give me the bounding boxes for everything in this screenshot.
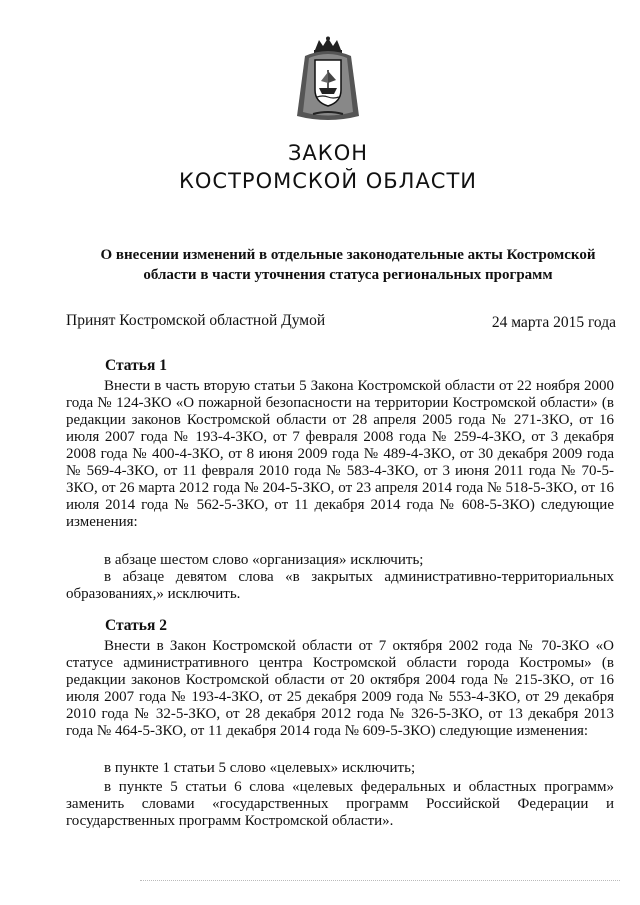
article2-intro: Внести в Закон Костромской области от 7 октября 2002 года № 70-ЗКО «О статусе административного центра Костромской области города Костромы» (в редакции законов Костромской области от 20 октября 2004 года № 215-ЗКО, от 16 июля 2007 года № 193-4-ЗКО, от 25 декабря 2009 года № 553-4-ЗКО, от 29 декабря 2010 года № 32-5-ЗКО, от 28 декабря 2012 года № 326-5-ЗКО, от 13 декабря 2013 года № 464-5-ЗКО, от 11 декабря 2014 года № 609-5-ЗКО) следующие изменения: <box>66 638 614 739</box>
article2-item-1: в пункте 1 статьи 5 слово «целевых» исключить; <box>104 760 416 776</box>
article2-heading: Статья 2 <box>105 617 167 634</box>
footer-divider <box>140 880 620 883</box>
article1-heading: Статья 1 <box>105 357 167 374</box>
document-title-line1: ЗАКОН <box>287 141 369 165</box>
adopted-by: Принят Костромской областной Думой <box>66 312 326 329</box>
document-title-line2: КОСТРОМСКОЙ ОБЛАСТИ <box>178 169 478 193</box>
article1-item-2: в абзаце девятом слова «в закрытых административно-территориальных образованиях,» исключить. <box>66 569 614 602</box>
article2-item-2: в пункте 5 статьи 6 слова «целевых федеральных и областных программ» заменить словами «государственных программ Российской Федерации и государственных программ Костромской области». <box>66 779 614 829</box>
article1-intro: Внести в часть вторую статьи 5 Закона Костромской области от 22 ноября 2000 года № 124-ЗКО «О пожарной безопасности на территории Костромской области» (в редакции законов Костромской области от 28 апреля 2005 года № 271-ЗКО, от 16 июля 2007 года № 193-4-ЗКО, от 7 февраля 2008 года № 259-4-ЗКО, от 3 декабря 2008 года № 400-4-ЗКО, от 8 июня 2009 года № 489-4-ЗКО, от 30 декабря 2009 года № 569-4-ЗКО, от 11 февраля 2010 года № 583-4-ЗКО, от 3 июня 2011 года № 70-5-ЗКО, от 26 марта 2012 года № 204-5-ЗКО, от 23 апреля 2014 года № 518-5-ЗКО, от 16 июля 2014 года № 562-5-ЗКО, от 11 декабря 2014 года № 608-5-ЗКО) следующие изменения: <box>66 378 614 530</box>
article1-item-1: в абзаце шестом слово «организация» исключить; <box>104 552 424 568</box>
coat-of-arms-icon <box>293 36 363 124</box>
law-subject: О внесении изменений в отдельные законодательные акты Костромской области в части уточнения статуса региональных программ <box>100 247 596 283</box>
adoption-date: 24 марта 2015 года <box>491 314 616 331</box>
